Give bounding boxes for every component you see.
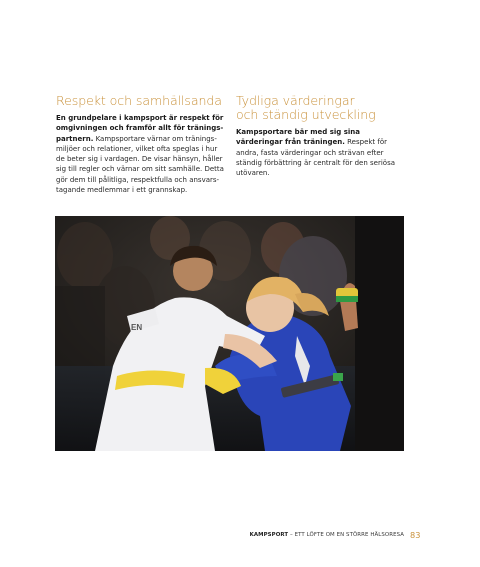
right-heading-line2: och ständig utveckling bbox=[236, 107, 376, 122]
right-lead: Kampsportare bär med sig sina värderingar från träningen. bbox=[236, 128, 360, 147]
right-paragraph bbox=[236, 127, 406, 178]
left-paragraph bbox=[56, 113, 224, 195]
left-lead: En grundpelare i kampsport är respekt för omgivningen och framför allt för träningspartnern. bbox=[56, 114, 224, 143]
left-column bbox=[56, 94, 224, 195]
right-heading bbox=[236, 94, 406, 122]
gi-print: EN bbox=[131, 323, 143, 332]
left-heading: Respekt och samhällsanda bbox=[56, 93, 222, 108]
footer-tagline: – ETT LÖFTE OM EN STÖRRE HÄLSORESA bbox=[288, 532, 404, 538]
right-heading-line1: Tydliga värderingar bbox=[236, 93, 355, 108]
right-column bbox=[236, 94, 406, 178]
page-footer bbox=[249, 530, 421, 540]
footer-brand: KAMPSPORT bbox=[249, 532, 289, 538]
martial-arts-photo bbox=[55, 216, 404, 451]
left-body: Kampsportare värnar om träningsmiljöer och relationer, vilket ofta speglas i hur de beter sig i vardagen. De visar hänsyn, håller sig till regler och värnar om sitt samhälle. Detta gör dem till pålitliga, respektfulla och ansvarstagande medlemmar i ett grannskap. bbox=[56, 134, 224, 195]
right-body: Respekt för andra, fasta värderingar och strävan efter ständig förbättring är centralt för den seriösa utövaren. bbox=[236, 138, 396, 178]
page-number: 83 bbox=[410, 530, 421, 540]
photo-illustration bbox=[55, 216, 404, 451]
